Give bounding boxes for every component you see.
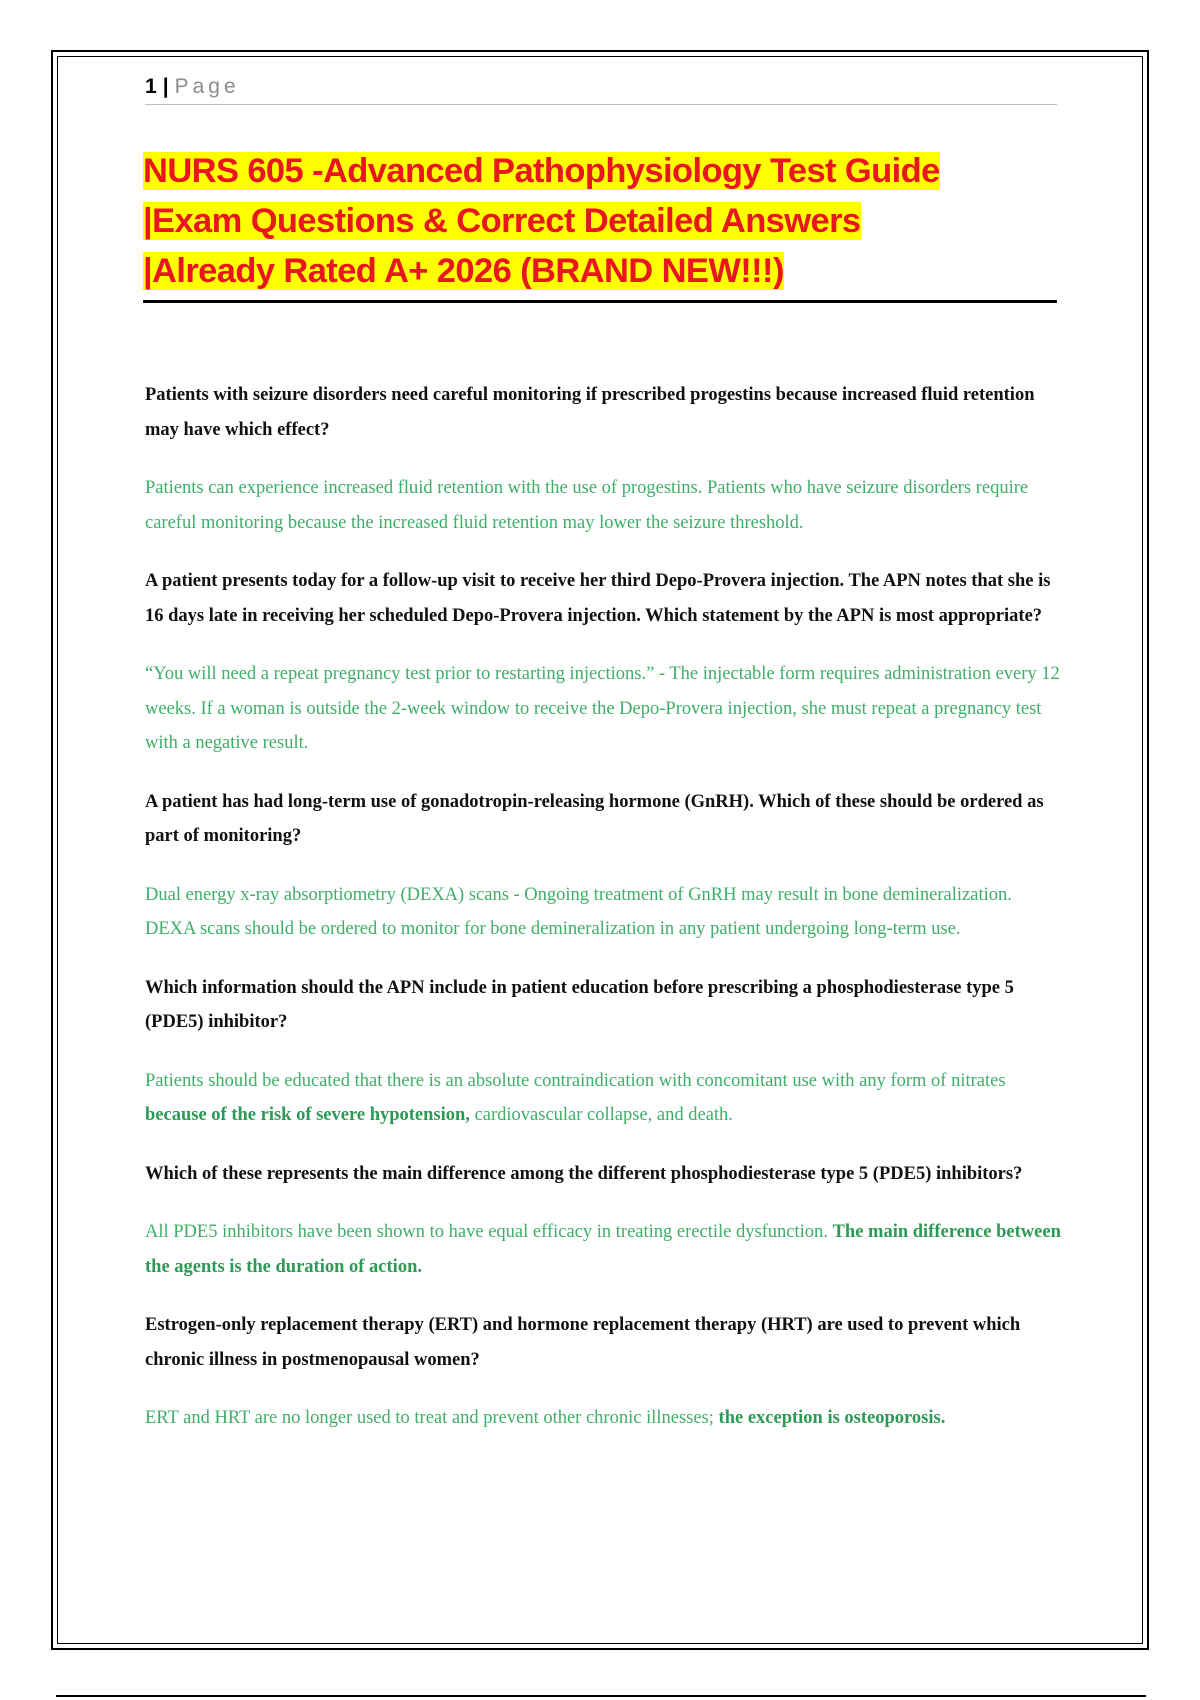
page-number: 1 [145, 75, 157, 98]
answer-4-emphasis: because of the risk of severe hypotension, [145, 1105, 470, 1125]
header-separator: | [162, 75, 169, 98]
question-2: A patient presents today for a follow-up visit to receive her third Depo-Provera injection. The APN notes that she is 16 days late in receiving her scheduled Depo-Provera injection. Which statement by the APN is most appropriate? [145, 571, 1051, 626]
qa-list [145, 378, 1065, 1436]
question-4: Which information should the APN include in patient education before prescribing a phosphodiesterase type 5 (PDE5) inhibitor? [145, 977, 1014, 1032]
answer-5-text: All PDE5 inhibitors have been shown to have equal efficacy in treating erectile dysfunction. [145, 1222, 833, 1242]
answer-4 [145, 1064, 1065, 1133]
bottom-divider [56, 1695, 1146, 1697]
question-5: Which of these represents the main difference among the different phosphodiesterase type 5 (PDE5) inhibitors? [145, 1163, 1023, 1184]
answer-1: Patients can experience increased fluid retention with the use of progestins. Patients who have seizure disorders require careful monitoring because the increased fluid retention may lower the seizure threshold. [145, 478, 1029, 533]
question-1: Patients with seizure disorders need careful monitoring if prescribed progestins because increased fluid retention may have which effect? [145, 385, 1035, 440]
answer-6-text: ERT and HRT are no longer used to treat and prevent other chronic illnesses; [145, 1408, 719, 1428]
question-3: A patient has had long-term use of gonadotropin-releasing hormone (GnRH). Which of these should be ordered as part of monitoring? [145, 791, 1044, 846]
answer-2: “You will need a repeat pregnancy test prior to restarting injections.” - The injectable form requires administration every 12 weeks. If a woman is outside the 2-week window to receive the Depo-Provera injection, she must repeat a pregnancy test with a negative result. [145, 664, 1060, 753]
title-line-3: |Already Rated A+ 2026 (BRAND NEW!!!) [143, 252, 784, 290]
page-header [145, 70, 1057, 105]
answer-5-emphasis: The main difference between the agents is the duration of action. [145, 1222, 1061, 1277]
question-6: Estrogen-only replacement therapy (ERT) and hormone replacement therapy (HRT) are used to prevent which chronic illness in postmenopausal women? [145, 1315, 1021, 1370]
answer-3: Dual energy x-ray absorptiometry (DEXA) scans - Ongoing treatment of GnRH may result in bone demineralization. DEXA scans should be ordered to monitor for bone demineralization in any patient undergoing long-term use. [145, 884, 1012, 939]
answer-6-emphasis: the exception is osteoporosis. [718, 1408, 946, 1428]
answer-4-text-end: cardiovascular collapse, and death. [469, 1105, 733, 1125]
title-line-1: NURS 605 -Advanced Pathophysiology Test Guide [143, 152, 940, 190]
document-title [143, 146, 1057, 303]
title-line-2: |Exam Questions & Correct Detailed Answers [143, 202, 861, 240]
answer-4-text: Patients should be educated that there is an absolute contraindication with concomitant use with any form of nitrates [145, 1070, 1006, 1091]
answer-5 [145, 1215, 1065, 1284]
page-word: Page [174, 75, 240, 98]
answer-6 [145, 1401, 1065, 1436]
